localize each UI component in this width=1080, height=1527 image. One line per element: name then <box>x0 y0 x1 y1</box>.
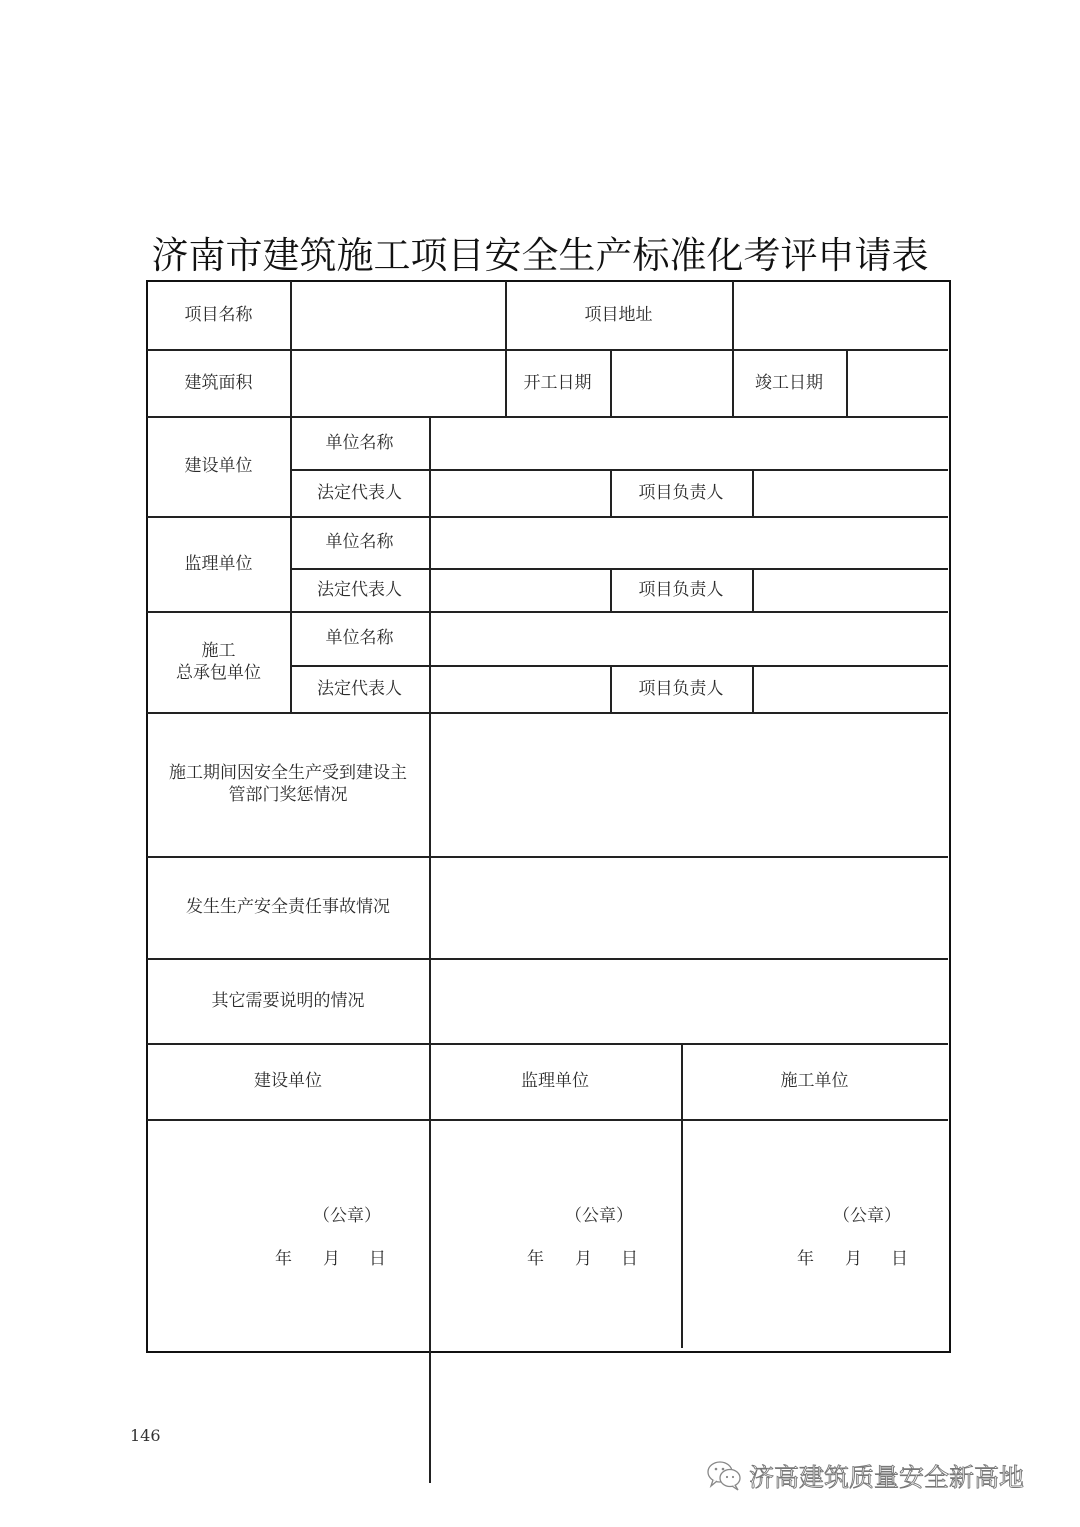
supervision-project-lead-field[interactable] <box>754 570 946 610</box>
other-notes-label: 其它需要说明的情况 <box>211 990 365 1011</box>
start-date-label: 开工日期 <box>523 372 592 393</box>
start-date-field[interactable] <box>612 351 731 415</box>
supervision-unit-label: 监理单位 <box>184 553 253 574</box>
building-area-label: 建筑面积 <box>184 372 253 393</box>
day-label: 日 <box>369 1249 386 1269</box>
watermark-text: 济高建筑质量安全新高地 <box>749 1463 1025 1492</box>
general-contractor-label-line1: 施工 <box>201 640 236 661</box>
supervision-legal-rep-field[interactable] <box>431 570 609 610</box>
supervision-project-lead-label: 项目负责人 <box>638 579 724 600</box>
date-supervision <box>527 1244 638 1269</box>
watermark <box>705 1458 1024 1494</box>
construction-legal-rep-field[interactable] <box>431 471 609 515</box>
signature-header-construction: 建设单位 <box>254 1071 322 1091</box>
project-name-label: 项目名称 <box>184 305 253 325</box>
year-label: 年 <box>527 1249 544 1269</box>
form-title: 济南市建筑施工项目安全生产标准化考评申请表 <box>151 234 929 277</box>
rewards-penalties-label <box>147 712 429 856</box>
day-label: 日 <box>891 1249 908 1269</box>
stamp-label-construction: （公章） <box>313 1206 381 1226</box>
rewards-penalties-label-line2: 管部门奖惩情况 <box>228 785 348 805</box>
rewards-penalties-field[interactable] <box>431 714 946 855</box>
construction-legal-rep-label: 法定代表人 <box>317 482 402 503</box>
supervision-legal-rep-label: 法定代表人 <box>317 579 402 600</box>
supervision-unit-name-field[interactable] <box>431 518 946 567</box>
year-label: 年 <box>275 1249 292 1269</box>
contractor-project-lead-label: 项目负责人 <box>638 678 724 699</box>
contractor-unit-name-label: 单位名称 <box>325 628 394 648</box>
supervision-unit-name-label: 单位名称 <box>325 532 394 552</box>
signature-header-supervision: 监理单位 <box>521 1071 589 1091</box>
signature-area-contractor[interactable] <box>683 1121 946 1347</box>
contractor-unit-name-field[interactable] <box>431 613 946 664</box>
signature-area-supervision[interactable] <box>431 1121 680 1347</box>
contractor-legal-rep-field[interactable] <box>431 667 609 711</box>
safety-accident-label: 发生生产安全责任事故情况 <box>186 897 390 917</box>
general-contractor-label <box>147 611 290 712</box>
date-contractor <box>797 1244 908 1269</box>
project-address-field[interactable] <box>734 283 946 348</box>
general-contractor-label-line2: 总承包单位 <box>176 662 261 683</box>
contractor-project-lead-field[interactable] <box>754 667 946 711</box>
signature-area-construction[interactable] <box>149 1121 428 1347</box>
other-notes-field[interactable] <box>431 960 946 1042</box>
wechat-icon <box>705 1459 745 1493</box>
stamp-label-contractor: （公章） <box>833 1206 901 1226</box>
signature-header-contractor: 施工单位 <box>780 1071 849 1091</box>
contractor-legal-rep-label: 法定代表人 <box>317 678 402 699</box>
month-label: 月 <box>323 1249 340 1269</box>
project-address-label: 项目地址 <box>584 305 653 325</box>
date-construction <box>275 1244 386 1269</box>
construction-unit-label: 建设单位 <box>184 456 253 476</box>
stamp-label-supervision: （公章） <box>565 1206 633 1226</box>
completion-date-field[interactable] <box>848 351 946 415</box>
application-form-table <box>147 281 948 1350</box>
day-label: 日 <box>621 1249 638 1269</box>
project-name-field[interactable] <box>292 283 504 348</box>
page-number: 146 <box>130 1426 161 1445</box>
construction-unit-name-label: 单位名称 <box>325 432 394 453</box>
month-label: 月 <box>575 1249 592 1269</box>
year-label: 年 <box>797 1249 814 1269</box>
completion-date-label: 竣工日期 <box>755 372 823 393</box>
rewards-penalties-label-line1: 施工期间因安全生产受到建设主 <box>169 763 407 783</box>
building-area-field[interactable] <box>292 351 504 415</box>
construction-project-lead-field[interactable] <box>754 471 946 515</box>
construction-project-lead-label: 项目负责人 <box>638 482 724 503</box>
construction-unit-name-field[interactable] <box>431 418 946 468</box>
month-label: 月 <box>845 1249 862 1269</box>
safety-accident-field[interactable] <box>431 858 946 957</box>
